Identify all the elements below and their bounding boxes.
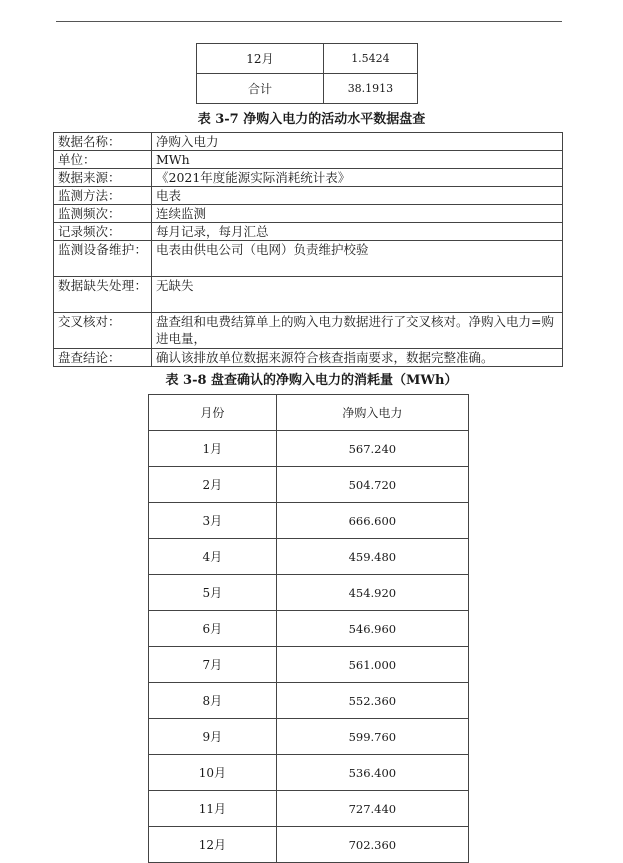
value-cell: 727.440 — [276, 791, 468, 827]
key-cell: 监测频次： — [54, 205, 152, 223]
table-row — [54, 241, 563, 277]
key-cell: 记录频次： — [54, 223, 152, 241]
table-row — [149, 719, 469, 755]
monthly-consumption-table — [148, 394, 469, 863]
key-text: 监测设备维护： — [58, 242, 147, 257]
month-cell: 12月 — [149, 827, 277, 863]
key-cell — [54, 277, 152, 313]
table-row — [149, 683, 469, 719]
table-row — [54, 205, 563, 223]
value-cell: 无缺失 — [152, 277, 563, 313]
month-cell: 11月 — [149, 791, 277, 827]
value-cell: 536.400 — [276, 755, 468, 791]
value-cell: 552.360 — [276, 683, 468, 719]
header-row — [149, 395, 469, 431]
month-cell: 8月 — [149, 683, 277, 719]
value-cell: 599.760 — [276, 719, 468, 755]
table-row — [54, 151, 563, 169]
table-row — [149, 611, 469, 647]
value-cell: 电表 — [152, 187, 563, 205]
value-cell: 454.920 — [276, 575, 468, 611]
key-cell: 数据名称： — [54, 133, 152, 151]
table-3-8-caption: 表 3-8 盘查确认的净购入电力的消耗量（MWh） — [165, 373, 458, 388]
month-cell: 7月 — [149, 647, 277, 683]
table-row — [149, 827, 469, 863]
table-row — [149, 647, 469, 683]
value-cell: 连续监测 — [152, 205, 563, 223]
table-row — [149, 755, 469, 791]
value-cell: 电表由供电公司（电网）负责维护校验 — [152, 241, 563, 277]
table-row — [54, 187, 563, 205]
value-cell: 504.720 — [276, 467, 468, 503]
value-cell: 《2021年度能源实际消耗统计表》 — [152, 169, 563, 187]
table-row — [149, 791, 469, 827]
table-row — [54, 133, 563, 151]
table-row — [197, 44, 418, 74]
table-row — [149, 467, 469, 503]
column-header-month: 月份 — [149, 395, 277, 431]
table-row — [54, 223, 563, 241]
value-cell: 确认该排放单位数据来源符合核查指南要求，数据完整准确。 — [152, 349, 563, 367]
value-cell: 459.480 — [276, 539, 468, 575]
table-row — [54, 313, 563, 349]
activity-data-table — [53, 132, 563, 367]
value-cell: MWh — [152, 151, 563, 169]
month-cell: 10月 — [149, 755, 277, 791]
month-cell: 1月 — [149, 431, 277, 467]
value-cell: 666.600 — [276, 503, 468, 539]
key-cell — [54, 241, 152, 277]
value-cell: 567.240 — [276, 431, 468, 467]
table-row — [149, 503, 469, 539]
table-row — [54, 169, 563, 187]
value-cell: 每月记录，每月汇总 — [152, 223, 563, 241]
month-cell: 3月 — [149, 503, 277, 539]
table-row — [149, 431, 469, 467]
table-row — [54, 277, 563, 313]
continued-monthly-table — [196, 43, 418, 104]
value-cell: 702.360 — [276, 827, 468, 863]
key-cell: 交叉核对： — [54, 313, 152, 349]
month-cell: 9月 — [149, 719, 277, 755]
total-label-cell: 合计 — [197, 74, 324, 104]
value-cell: 盘查组和电费结算单上的购入电力数据进行了交叉核对。净购入电力=购进电量， — [152, 313, 563, 349]
value-cell: 546.960 — [276, 611, 468, 647]
value-cell: 1.5424 — [323, 44, 417, 74]
column-header-value: 净购入电力 — [276, 395, 468, 431]
table-row — [149, 539, 469, 575]
value-cell: 净购入电力 — [152, 133, 563, 151]
total-value-cell: 38.1913 — [323, 74, 417, 104]
value-cell: 561.000 — [276, 647, 468, 683]
month-cell: 12月 — [197, 44, 324, 74]
month-cell: 5月 — [149, 575, 277, 611]
key-cell: 盘查结论： — [54, 349, 152, 367]
table-3-7-caption: 表 3-7 净购入电力的活动水平数据盘查 — [197, 112, 426, 127]
table-row — [197, 74, 418, 104]
month-cell: 4月 — [149, 539, 277, 575]
table-row — [149, 575, 469, 611]
key-cell: 单位： — [54, 151, 152, 169]
key-cell: 数据来源： — [54, 169, 152, 187]
month-cell: 2月 — [149, 467, 277, 503]
table-row — [54, 349, 563, 367]
key-cell: 监测方法： — [54, 187, 152, 205]
key-text: 数据缺失处理： — [58, 278, 147, 293]
header-rule — [56, 21, 562, 22]
month-cell: 6月 — [149, 611, 277, 647]
